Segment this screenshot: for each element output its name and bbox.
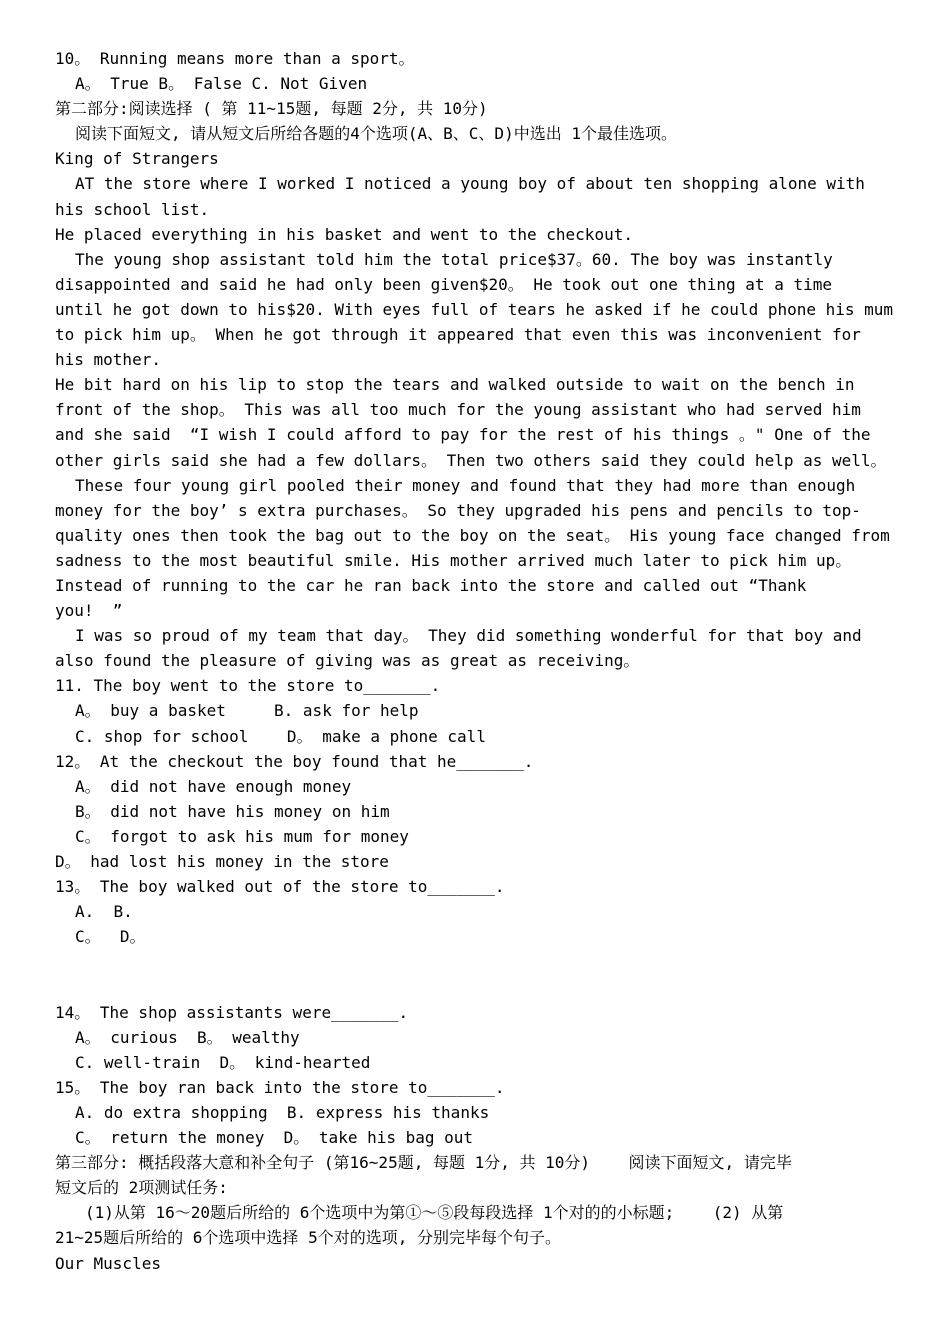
question-12-option-d: D。 had lost his money in the store xyxy=(55,852,389,871)
question-14-options: A。 curious B。 wealthy xyxy=(75,1027,300,1047)
passage-line: I was so proud of my team that day。 They did something wonderful for that boy and xyxy=(75,626,862,646)
section-3-heading: 短文后的 2项测试任务: xyxy=(55,1178,228,1198)
section-3-heading: 第三部分: 概括段落大意和补全句子 (第16~25题, 每题 1分, 共 10分) 阅读下面短文, 请完毕 xyxy=(55,1153,792,1173)
passage-line: his school list. xyxy=(55,199,210,219)
spacer xyxy=(55,949,915,974)
section-2-instruction: 阅读下面短文, 请从短文后所给各题的4个选项(A、B、C、D)中选出 1个最佳选项。 xyxy=(75,124,677,144)
question-10: 10。 Running means more than a sport。 xyxy=(55,49,415,68)
question-15-options: A. do extra shopping B. express his thanks xyxy=(75,1102,490,1122)
question-11-options: C. shop for school D。 make a phone call xyxy=(75,726,486,746)
question-14-options: C. well-train D。 kind-hearted xyxy=(75,1052,371,1072)
passage-line: Instead of running to the car he ran back into the store and called out “Thank xyxy=(55,575,807,595)
section-3-task: 21~25题后所给的 6个选项中选择 5个对的选项, 分别完毕每个句子。 xyxy=(55,1228,561,1248)
passage-2-title: Our Muscles xyxy=(55,1253,161,1273)
question-15-options: C。 return the money D。 take his bag out xyxy=(75,1128,474,1148)
passage-line: quality ones then took the bag out to the boy on the seat。 His young face changed from xyxy=(55,525,890,545)
passage-line: front of the shop。 This was all too much for the young assistant who had served him xyxy=(55,400,861,420)
passage-line: until he got down to his$20. With eyes full of tears he asked if he could phone his mum xyxy=(55,299,894,319)
question-15: 15。 The boy ran back into the store to_______. xyxy=(55,1077,505,1097)
question-11: 11. The boy went to the store to_______. xyxy=(55,676,441,696)
document-page xyxy=(55,46,915,1276)
passage-line: The young shop assistant told him the total price$37。60. The boy was instantly xyxy=(75,249,833,269)
question-12: 12。 At the checkout the boy found that he_______. xyxy=(55,751,534,771)
question-13: 13。 The boy walked out of the store to_______. xyxy=(55,877,505,897)
section-3-task: (1)从第 16～20题后所给的 6个选项中为第①～⑤段每段选择 1个对的的小标题; (2) 从第 xyxy=(85,1203,784,1223)
passage-line: other girls said she had a few dollars。 Then two others said they could help as well。 xyxy=(55,450,887,470)
spacer xyxy=(55,974,915,999)
passage-line: These four young girl pooled their money and found that they had more than enough xyxy=(75,475,856,495)
passage-title: King of Strangers xyxy=(55,149,219,169)
passage-line: AT the store where I worked I noticed a young boy of about ten shopping alone with xyxy=(75,174,865,194)
passage-line: to pick him up。 When he got through it appeared that even this was inconvenient for xyxy=(55,325,861,345)
question-11-options: A。 buy a basket B. ask for help xyxy=(75,701,419,721)
passage-line: sadness to the most beautiful smile. His mother arrived much later to pick him up。 xyxy=(55,550,852,570)
section-2-heading: 第二部分:阅读选择 ( 第 11~15题, 每题 2分, 共 10分) xyxy=(55,99,488,119)
passage-line: He placed everything in his basket and went to the checkout. xyxy=(55,224,633,244)
passage-line: his mother. xyxy=(55,350,161,370)
passage-line: disappointed and said he had only been given$20。 He took out one thing at a time xyxy=(55,274,832,294)
question-12-option-c: C。 forgot to ask his mum for money xyxy=(75,826,409,846)
question-13-options: A. B. xyxy=(75,902,133,922)
passage-line: also found the pleasure of giving was as great as receiving。 xyxy=(55,651,640,671)
question-14: 14。 The shop assistants were_______. xyxy=(55,1002,409,1022)
question-12-option-b: B。 did not have his money on him xyxy=(75,801,390,821)
question-10-options: A。 True B。 False C. Not Given xyxy=(75,74,368,94)
question-13-options: C。 D。 xyxy=(75,927,146,947)
passage-line: He bit hard on his lip to stop the tears and walked outside to wait on the bench in xyxy=(55,375,855,395)
passage-line: and she said “I wish I could afford to pay for the rest of his things 。" One of the xyxy=(55,425,871,445)
question-12-option-a: A。 did not have enough money xyxy=(75,776,352,796)
passage-line: you! ” xyxy=(55,601,123,621)
passage-line: money for the boy’ s extra purchases。 So they upgraded his pens and pencils to top- xyxy=(55,500,861,520)
